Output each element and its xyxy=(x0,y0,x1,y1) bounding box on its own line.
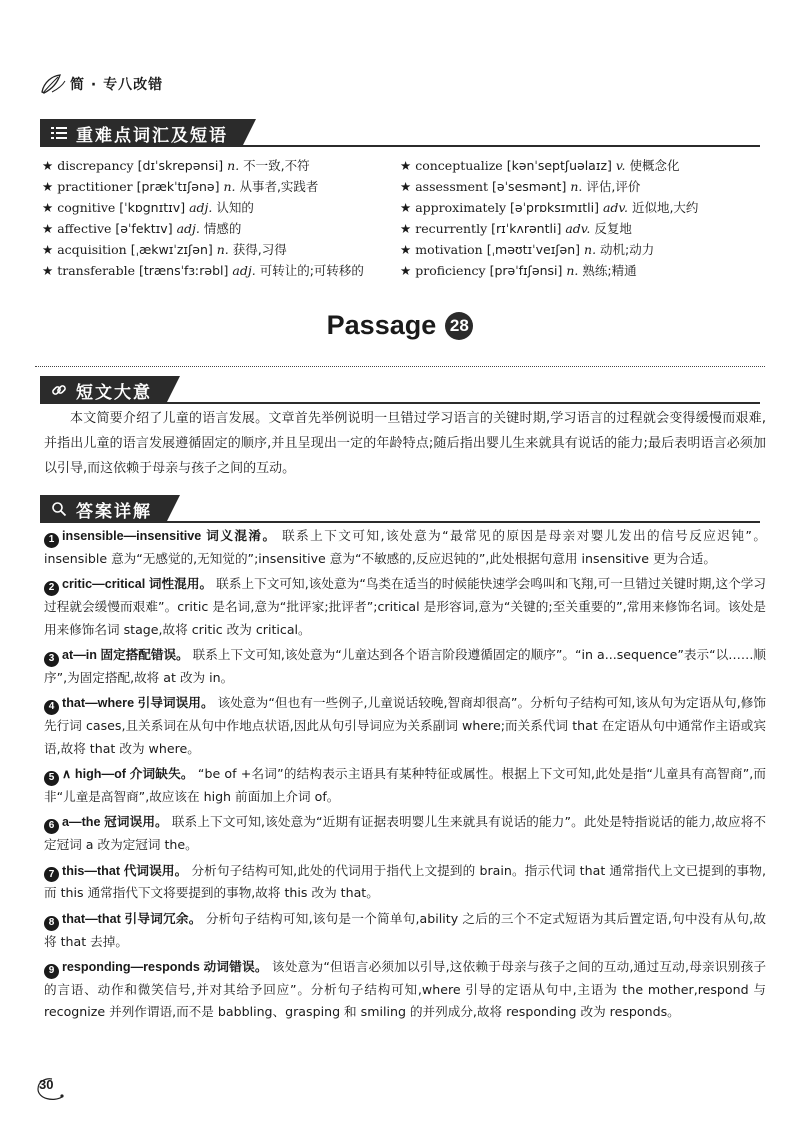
answer-item: 5 ∧ high—of 介词缺失。 “be of +名词”的结构表示主语具有某种特征或属性。根据上下文可知,此处是指“儿童具有高智商”,而非“儿童是高智商”,故应该在 high 前面加上介词 of。 xyxy=(44,766,767,804)
list-icon xyxy=(50,124,68,142)
dotted-divider xyxy=(35,366,765,367)
page-number-badge xyxy=(36,1077,66,1101)
running-header xyxy=(38,72,163,96)
vocab-item: ★ motivation [ˌməʊtɪˈveɪʃən] n. 动机;动力 xyxy=(400,242,655,257)
magnifier-icon xyxy=(50,500,68,518)
answer-item: 2 critic—critical 词性混用。 联系上下文可知,该处意为“鸟类在适当的时候能快速学会鸣叫和飞翔,可一旦错过关键时期,这个学习过程就会缓慢而艰难”。critic 是名词,意为“批评家;批评者”;critical 是形容词,意为“关键的;至关重要的”,常用来修饰名词。该处是用来修饰名词 stage,故将 critic 改为 critical。 xyxy=(44,576,766,637)
answers-rule xyxy=(40,521,760,523)
answer-item: 3 at—in 固定搭配错误。 联系上下文可知,该处意为“儿童达到各个语言阶段遵循固定的顺序”。“in a...sequence”表示“以……顺序”,为固定搭配,故将 at 改为 in。 xyxy=(44,647,767,685)
vocab-right-column xyxy=(400,155,698,281)
vocab-item: ★ acquisition [ˌækwɪˈzɪʃən] n. 获得,习得 xyxy=(42,242,287,257)
answer-item: 1 insensible—insensitive 词义混淆。 联系上下文可知,该处意为“最常见的原因是母亲对婴儿发出的信号反应迟钝”。insensible 意为“无感觉的,无知觉的”;insensitive 意为“不敏感的,反应迟钝的”,此处根据句意用 insensitive 更为合适。 xyxy=(44,528,767,566)
vocab-item: ★ cognitive [ˈkɒgnɪtɪv] adj. 认知的 xyxy=(42,200,254,215)
answer-item: 7 this—that 代词误用。 分析句子结构可知,此处的代词用于指代上文提到的 brain。指示代词 that 通常指代上文已提到的事物,而 this 通常指代下文将要提到的事物,故将 this 改为 that。 xyxy=(44,862,767,901)
answers-banner xyxy=(40,495,166,523)
passage-title: Passage xyxy=(326,310,437,340)
vocab-rule xyxy=(40,145,760,147)
vocab-item: ★ affective [əˈfektɪv] adj. 情感的 xyxy=(42,221,242,236)
answers-title: 答案详解 xyxy=(76,501,152,522)
vocab-item: ★ conceptualize [kənˈseptʃuəlaɪz] v. 使概念化 xyxy=(400,158,680,173)
page-number: 30 xyxy=(39,1077,54,1092)
summary-title: 短文大意 xyxy=(76,382,152,403)
vocab-title: 重难点词汇及短语 xyxy=(76,125,228,146)
vocab-item: ★ approximately [əˈprɒksɪmɪtli] adv. 近似地,大约 xyxy=(400,200,699,215)
vocab-item: ★ discrepancy [dɪˈskrepənsi] n. 不一致,不符 xyxy=(42,158,310,173)
vocab-item: ★ practitioner [prækˈtɪʃənə] n. 从事者,实践者 xyxy=(42,179,319,194)
passage-heading xyxy=(0,310,800,341)
vocab-item: ★ proficiency [prəˈfɪʃənsi] n. 熟练;精通 xyxy=(400,263,637,278)
header-text: 简 · 专八改错 xyxy=(70,77,164,93)
link-icon xyxy=(50,381,68,399)
summary-banner xyxy=(40,376,166,404)
answers-list xyxy=(44,525,766,1027)
answer-item: 4 that—where 引导词误用。 该处意为“但也有一些例子,儿童说话较晚,智商却很高”。分析句子结构可知,该从句为定语从句,修饰先行词 cases,且关系词在从句中作地点状语,因此从句引导词应为关系副词 where;而关系代词 that 在定语从句中通常作主语或宾语,故将 that 改为 where。 xyxy=(44,695,767,756)
vocab-banner xyxy=(40,119,242,147)
answer-item: 6 a—the 冠词误用。 联系上下文可知,该处意为“近期有证据表明婴儿生来就具有说话的能力”。此处是特指说话的能力,故应将不定冠词 a 改为定冠词 the。 xyxy=(44,814,767,852)
vocab-item: ★ transferable [trænsˈfɜːrəbl] adj. 可转让的;可转移的 xyxy=(42,263,364,278)
summary-paragraph: 本文简要介绍了儿童的语言发展。文章首先举例说明一旦错过学习语言的关键时期,学习语言的过程就会变得缓慢而艰难,并指出儿童的语言发展遵循固定的顺序,并且呈现出一定的年龄特点;随后指出婴儿生来就具有说话的能力;最后表明语言必须加以引导,而这依赖于母亲与孩子之间的互动。 xyxy=(44,411,766,476)
passage-number: 28 xyxy=(445,312,473,340)
answer-item: 8 that—that 引导词冗余。 分析句子结构可知,该句是一个简单句,ability 之后的三个不定式短语为其后置定语,句中没有从句,故将 that 去掉。 xyxy=(44,910,767,949)
vocab-left-column xyxy=(42,155,364,281)
vocab-item: ★ assessment [əˈsesmənt] n. 评估,评价 xyxy=(400,179,641,194)
answer-item: 9 responding—responds 动词错误。 该处意为“但语言必须加以引导,这依赖于母亲与孩子之间的互动,通过互动,母亲识别孩子的言语、动作和微笑信号,并对其给予回应”。分析句子结构可知,where 引导的定语从句中,主语为 the mother,respond 与 recognize 并列作谓语,而不是 babbling、grasping 和 smiling 的并列成分,故将 responding 改为 responds。 xyxy=(44,959,766,1020)
vocab-item: ★ recurrently [rɪˈkʌrəntli] adv. 反复地 xyxy=(400,221,632,236)
leaf-logo-icon xyxy=(38,72,68,96)
summary-rule xyxy=(40,402,760,404)
